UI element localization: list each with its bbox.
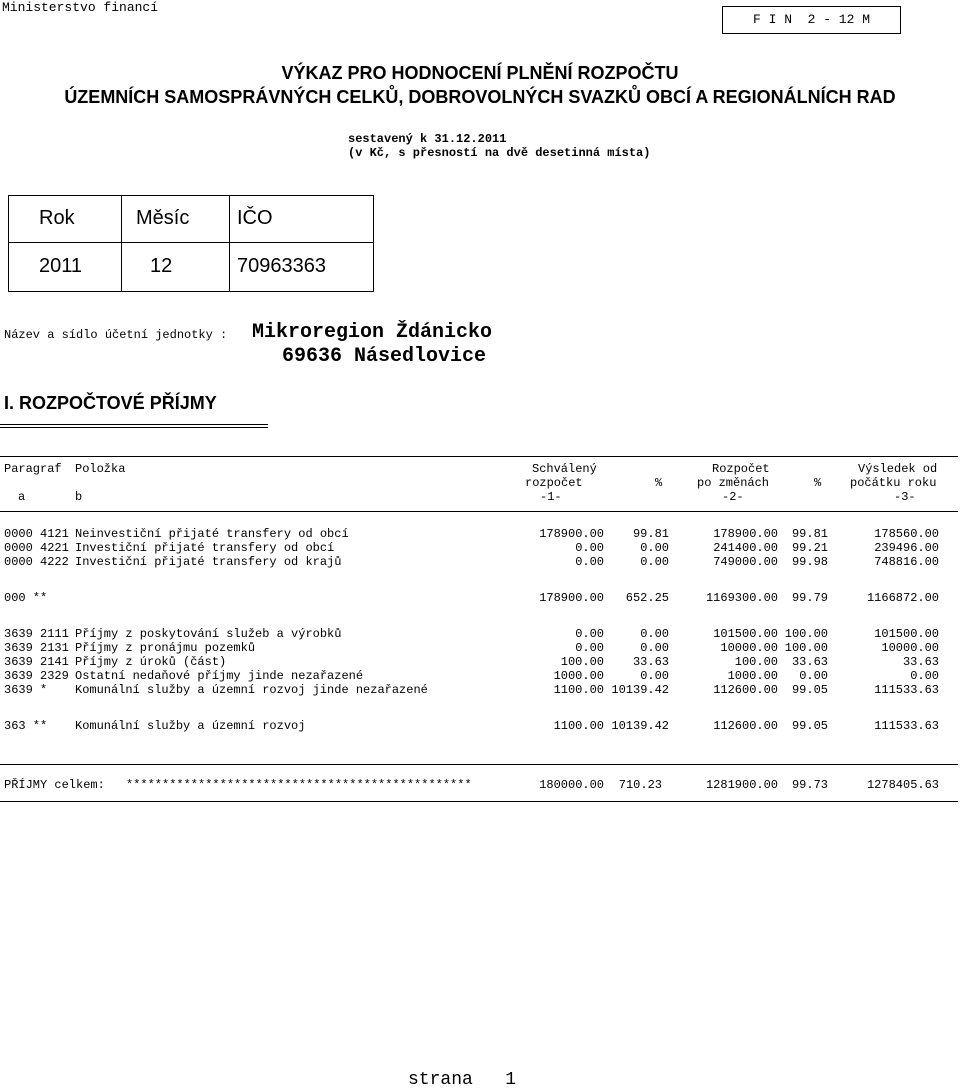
cell-name: Komunální služby a územní rozvoj jinde nezařazené	[75, 683, 428, 697]
year-value: 2011	[39, 255, 83, 277]
table-row	[0, 669, 958, 683]
cell-pct1: 0.00	[640, 541, 669, 555]
cell-vysledek: 1278405.63	[866, 778, 939, 792]
cell-pct2: 0.00	[799, 669, 828, 683]
subtotal-label: 000 **	[4, 591, 48, 605]
cell-zmeny: 241400.00	[713, 541, 778, 555]
cell-pct1: 10139.42	[611, 683, 669, 697]
cell-pct2: 99.05	[791, 719, 828, 733]
cell-pct2: 99.73	[791, 778, 828, 792]
header-top-rule	[0, 456, 958, 457]
col-vysledek-2: počátku roku	[850, 476, 937, 490]
total-top-rule	[0, 764, 958, 765]
cell-pct2: 99.21	[791, 541, 828, 555]
cell-zmeny: 101500.00	[713, 627, 778, 641]
table-row	[0, 627, 958, 641]
cell-paragraf: 3639	[4, 641, 33, 655]
col-polozka: Položka	[75, 462, 126, 476]
column-header-row-3	[0, 490, 958, 504]
cell-schvaleny: 1100.00	[553, 719, 604, 733]
cell-zmeny: 1169300.00	[705, 591, 778, 605]
cell-polozka: 4121	[40, 527, 69, 541]
column-header-row-2	[0, 476, 958, 490]
ico-value: 70963363	[237, 255, 326, 277]
total-bottom-rule	[0, 801, 958, 802]
month-value: 12	[150, 255, 173, 277]
col-3: -3-	[894, 490, 916, 504]
cell-zmeny: 749000.00	[713, 555, 778, 569]
cell-polozka: *	[40, 683, 48, 697]
col-b: b	[75, 490, 83, 504]
cell-schvaleny: 0.00	[575, 627, 604, 641]
table-row	[0, 655, 958, 669]
section-title: I. ROZPOČTOVÉ PŘÍJMY	[4, 393, 217, 413]
col-a: a	[18, 490, 26, 504]
cell-pct1: 0.00	[640, 669, 669, 683]
cell-pct2: 99.81	[791, 527, 828, 541]
cell-pct1: 652.25	[625, 591, 669, 605]
cell-name: Příjmy z úroků (část)	[75, 655, 227, 669]
cell-zmeny: 10000.00	[720, 641, 778, 655]
form-code: F I N 2 - 12 M	[752, 12, 871, 27]
cell-schvaleny: 180000.00	[539, 778, 604, 792]
ico-header: IČO	[237, 207, 273, 229]
form-code-box	[722, 6, 901, 34]
table-row	[0, 641, 958, 655]
compiled-date: sestavený k 31.12.2011	[348, 132, 507, 146]
col-rozpocet: Rozpočet	[712, 462, 770, 476]
identification-box	[8, 195, 374, 292]
cell-name: Investiční přijaté transfery od krajů	[75, 555, 342, 569]
cell-pct1: 0.00	[640, 627, 669, 641]
cell-polozka: 2141	[40, 655, 69, 669]
table-row	[0, 555, 958, 569]
page-number: strana 1	[408, 1070, 517, 1090]
cell-pct2: 100.00	[784, 641, 828, 655]
cell-paragraf: 0000	[4, 527, 33, 541]
total-stars: ************************************************	[126, 778, 472, 792]
column-header-row-1	[0, 462, 958, 476]
cell-pct2: 99.05	[791, 683, 828, 697]
col-rozpocet-2: po změnách	[697, 476, 770, 490]
cell-schvaleny: 1100.00	[553, 683, 604, 697]
cell-pct1: 0.00	[640, 641, 669, 655]
col-vysledek: Výsledek od	[858, 462, 938, 476]
cell-pct1: 0.00	[640, 555, 669, 569]
cell-schvaleny: 178900.00	[539, 591, 604, 605]
cell-paragraf: 3639	[4, 669, 33, 683]
cell-pct2: 33.63	[791, 655, 828, 669]
cell-zmeny: 112600.00	[713, 683, 778, 697]
cell-zmeny: 1000.00	[727, 669, 778, 683]
cell-vysledek: 10000.00	[881, 641, 939, 655]
cell-schvaleny: 0.00	[575, 555, 604, 569]
cell-vysledek: 0.00	[910, 669, 939, 683]
cell-zmeny: 112600.00	[713, 719, 778, 733]
cell-name: Příjmy z poskytování služeb a výrobků	[75, 627, 342, 641]
month-header: Měsíc	[136, 207, 190, 229]
cell-vysledek: 748816.00	[874, 555, 939, 569]
cell-pct1: 99.81	[632, 527, 669, 541]
entity-name: Mikroregion Ždánicko	[252, 321, 493, 344]
header-bottom-rule	[0, 511, 958, 512]
cell-vysledek: 1166872.00	[866, 591, 939, 605]
ministry-name: Ministerstvo financí	[2, 0, 159, 15]
cell-polozka: 2111	[40, 627, 69, 641]
cell-paragraf: 3639	[4, 627, 33, 641]
cell-schvaleny: 0.00	[575, 541, 604, 555]
cell-pct2: 99.79	[791, 591, 828, 605]
cell-name: Neinvestiční přijaté transfery od obcí	[75, 527, 349, 541]
cell-schvaleny: 1000.00	[553, 669, 604, 683]
cell-polozka: 4221	[40, 541, 69, 555]
cell-vysledek: 178560.00	[874, 527, 939, 541]
cell-polozka: 4222	[40, 555, 69, 569]
table-row	[0, 527, 958, 541]
cell-paragraf: 3639	[4, 655, 33, 669]
cell-vysledek: 111533.63	[874, 719, 939, 733]
subtotal-label: 363 **	[4, 719, 48, 733]
report-title-line1: VÝKAZ PRO HODNOCENÍ PLNĚNÍ ROZPOČTU	[281, 63, 679, 83]
subtotal-row	[0, 591, 958, 605]
cell-pct1: 710.23	[618, 778, 662, 792]
total-row	[0, 778, 958, 792]
cell-name: Příjmy z pronájmu pozemků	[75, 641, 256, 655]
cell-pct1: 33.63	[632, 655, 669, 669]
cell-paragraf: 0000	[4, 555, 33, 569]
cell-zmeny: 1281900.00	[705, 778, 778, 792]
subtotal-name: Komunální služby a územní rozvoj	[75, 719, 306, 733]
cell-name: Ostatní nedaňové příjmy jinde nezařazené	[75, 669, 364, 683]
cell-paragraf: 0000	[4, 541, 33, 555]
subtotal-row	[0, 719, 958, 733]
cell-zmeny: 100.00	[734, 655, 778, 669]
table-row	[0, 683, 958, 697]
report-title-line2: ÚZEMNÍCH SAMOSPRÁVNÝCH CELKŮ, DOBROVOLNÝCH SVAZKŮ OBCÍ A REGIONÁLNÍCH RAD	[64, 87, 896, 107]
cell-vysledek: 111533.63	[874, 683, 939, 697]
total-label: PŘÍJMY celkem:	[4, 778, 105, 792]
year-header: Rok	[39, 207, 75, 229]
cell-name: Investiční přijaté transfery od obcí	[75, 541, 335, 555]
cell-vysledek: 33.63	[902, 655, 939, 669]
table-row	[0, 541, 958, 555]
entity-label: Název a sídlo účetní jednotky :	[4, 328, 228, 342]
col-2: -2-	[722, 490, 744, 504]
cell-pct1: 10139.42	[611, 719, 669, 733]
cell-schvaleny: 178900.00	[539, 527, 604, 541]
col-1: -1-	[540, 490, 562, 504]
cell-paragraf: 3639	[4, 683, 33, 697]
cell-schvaleny: 100.00	[560, 655, 604, 669]
col-paragraf: Paragraf	[4, 462, 62, 476]
col-schvaleny-2: rozpočet	[525, 476, 583, 490]
cell-vysledek: 239496.00	[874, 541, 939, 555]
cell-pct2: 100.00	[784, 627, 828, 641]
units-note: (v Kč, s přesností na dvě desetinná místa)	[348, 146, 651, 160]
entity-address: 69636 Násedlovice	[282, 345, 487, 368]
cell-zmeny: 178900.00	[713, 527, 778, 541]
col-pct-2: %	[814, 476, 822, 490]
cell-pct2: 99.98	[791, 555, 828, 569]
cell-vysledek: 101500.00	[874, 627, 939, 641]
cell-schvaleny: 0.00	[575, 641, 604, 655]
cell-polozka: 2329	[40, 669, 69, 683]
cell-polozka: 2131	[40, 641, 69, 655]
col-schvaleny: Schválený	[532, 462, 597, 476]
col-pct-1: %	[655, 476, 663, 490]
